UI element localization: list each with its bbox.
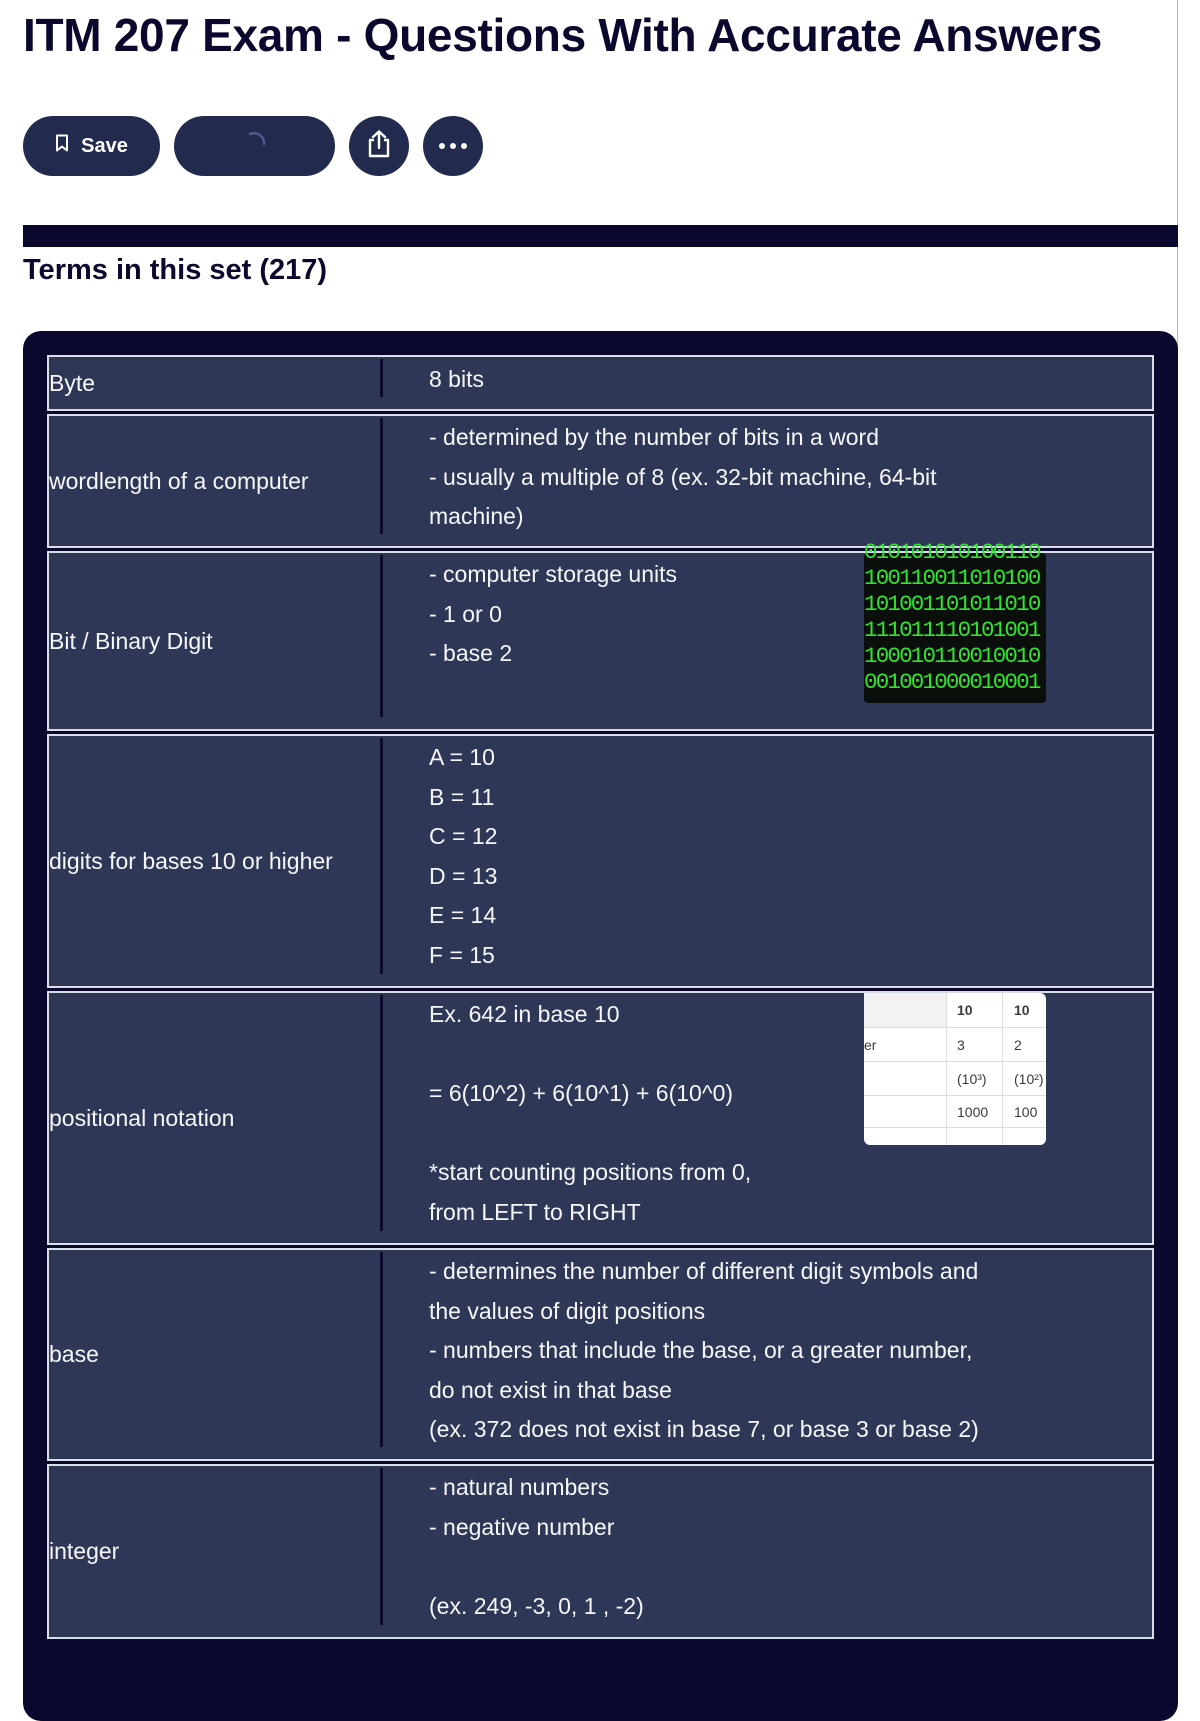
table-image-cell: (10³) xyxy=(957,1071,987,1087)
definition-text: - determined by the number of bits in a word - usually a multiple of 8 (ex. 32-bit machine, 64-bit machine) xyxy=(429,424,937,529)
term-text: positional notation xyxy=(49,1104,235,1131)
term-row xyxy=(47,734,1154,988)
term-text: Byte xyxy=(49,369,96,396)
share-icon xyxy=(365,129,393,164)
definition-text: A = 10 B = 11 C = 12 D = 13 E = 14 F = 15 xyxy=(429,744,498,968)
definition-text: - computer storage units - 1 or 0 - base 2 xyxy=(429,561,678,666)
term-row xyxy=(47,355,1154,411)
table-image-cell: 100 xyxy=(1014,1104,1038,1120)
page-title: ITM 207 Exam - Questions With Accurate Answers xyxy=(23,9,1103,61)
term-text: digits for bases 10 or higher xyxy=(49,847,333,874)
section-divider xyxy=(23,225,1178,247)
table-image-row-label: er xyxy=(864,1037,877,1053)
term-text: Bit / Binary Digit xyxy=(49,627,213,654)
term-row xyxy=(47,414,1154,548)
column-separator xyxy=(380,1468,383,1625)
table-image-rule xyxy=(946,993,947,1145)
table-image-header: 10 xyxy=(957,1002,973,1018)
table-image-cell: 3 xyxy=(957,1037,965,1053)
spinner-icon xyxy=(242,130,268,162)
table-image-header-bg xyxy=(864,993,946,1027)
column-separator xyxy=(380,418,383,534)
term-text: integer xyxy=(49,1538,120,1564)
more-options-button[interactable] xyxy=(423,116,483,176)
column-separator xyxy=(380,555,383,717)
table-image-rule xyxy=(864,1127,1046,1128)
term-row xyxy=(47,1464,1154,1639)
table-image-rule xyxy=(864,1095,1046,1096)
binary-code-image: 010101010100110 100110011010100 101001101011010 111011110101001 100010110010010 001001000010001 xyxy=(864,553,1046,703)
bookmark-icon xyxy=(55,134,69,158)
action-bar xyxy=(23,116,483,176)
loading-button[interactable] xyxy=(174,116,335,176)
table-image-rule xyxy=(864,1027,1046,1028)
ellipsis-icon xyxy=(438,137,468,155)
column-separator xyxy=(380,359,383,397)
table-image-cell: 1000 xyxy=(957,1104,989,1120)
term-row xyxy=(47,539,1154,731)
table-image-header: 10 xyxy=(1014,1002,1030,1018)
table-image-rule xyxy=(864,1061,1046,1062)
definition-text: - determines the number of different digit symbols and the values of digit positions - numbers that include the base, or a greater number, do not exist in that base (ex. 372 does not exist in base 7, or base 3 or base 2) xyxy=(429,1258,979,1442)
table-image-cell: (10²) xyxy=(1014,1071,1044,1087)
term-text: base xyxy=(49,1341,99,1367)
column-separator xyxy=(380,1252,383,1447)
table-image-cell: 2 xyxy=(1014,1037,1022,1053)
term-row xyxy=(47,1248,1154,1461)
column-separator xyxy=(380,995,383,1231)
place-value-table-image xyxy=(864,993,1046,1145)
save-button[interactable] xyxy=(23,116,160,176)
definition-text: Ex. 642 in base 10 = 6(10^2) + 6(10^1) + 6(10^0) *start counting positions from 0, from LEFT to RIGHT xyxy=(429,1001,752,1225)
table-image-rule xyxy=(1002,993,1003,1145)
term-row xyxy=(47,991,1154,1245)
definition-text: - natural numbers - negative number (ex. 249, -3, 0, 1 , -2) xyxy=(429,1474,644,1619)
terms-table xyxy=(47,355,1154,1642)
save-label: Save xyxy=(81,134,128,157)
term-text: wordlength of a computer xyxy=(49,467,309,494)
terms-count-heading: Terms in this set (217) xyxy=(23,254,328,286)
definition-text: 8 bits xyxy=(429,366,484,392)
share-button[interactable] xyxy=(349,116,409,176)
column-separator xyxy=(380,738,383,974)
